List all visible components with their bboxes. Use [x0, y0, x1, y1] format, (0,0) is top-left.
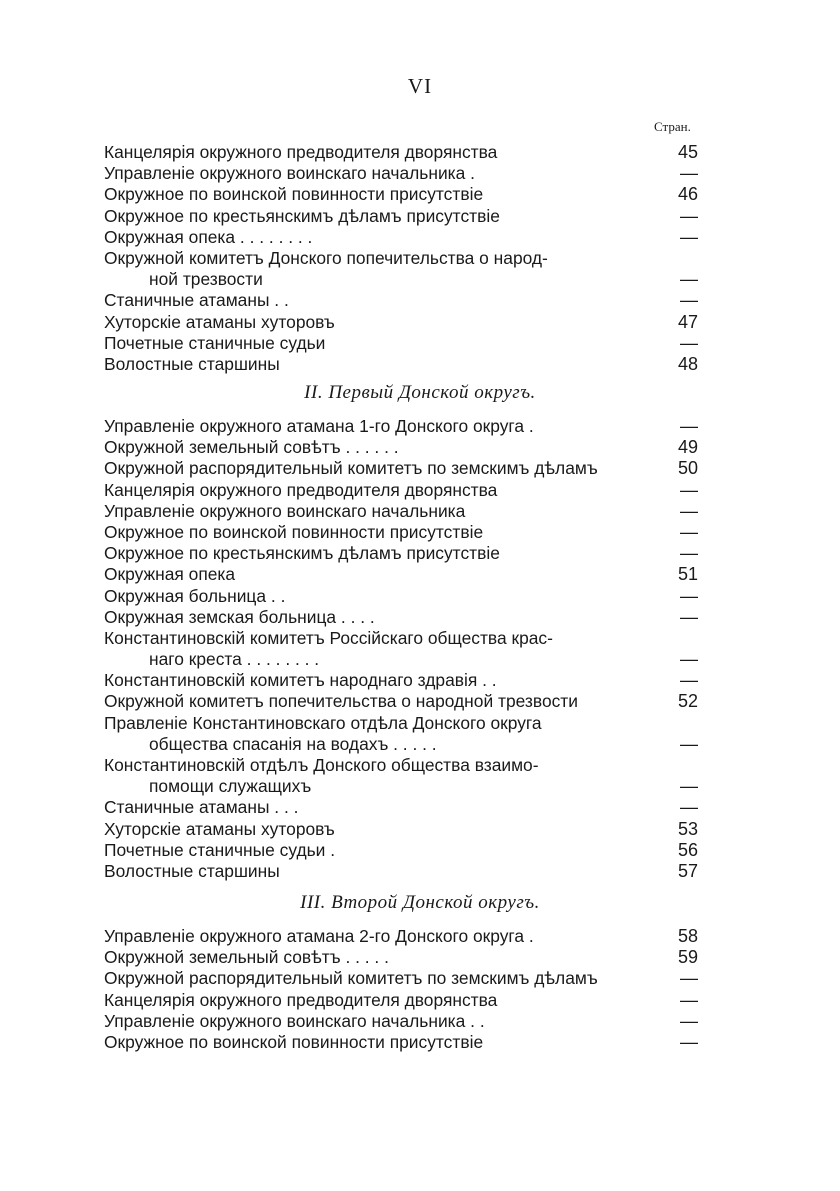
toc-entry-title: Хуторскіе атаманы хуторовъ	[104, 311, 335, 332]
toc-entry-title: Управленіе окружного воинскаго начальника .	[104, 163, 476, 184]
toc-entry	[104, 163, 698, 184]
toc-entry-title: Почетные станичные судьи	[104, 332, 326, 353]
toc-entry	[104, 564, 698, 585]
toc-entry-page: —	[680, 968, 698, 989]
toc-entry-title: Управленіе окружного воинскаго начальника	[104, 500, 466, 521]
toc-entry	[104, 840, 698, 861]
toc-entry-title: Канцелярія окружного предводителя дворянства	[104, 989, 498, 1010]
toc-entry-title: Окружное по воинской повинности присутствіе	[104, 184, 484, 205]
toc-entry-page: 48	[677, 353, 698, 374]
toc-entry-title: Управленіе окружного воинскаго начальника . .	[104, 1010, 485, 1031]
toc-entry-page: —	[680, 332, 698, 353]
page-number: VI	[407, 74, 433, 98]
toc-entry-title: помощи служащихъ	[149, 776, 312, 797]
toc-entry-title: Станичные атаманы . . .	[104, 797, 299, 818]
toc-entry	[104, 607, 698, 628]
toc-entry-page: 53	[677, 818, 698, 839]
toc-entry-title: Константиновскій отдѣлъ Донского общества взаимо-	[104, 755, 539, 775]
toc-entry	[104, 713, 698, 734]
toc-entry	[104, 184, 698, 205]
toc-entry-title: наго креста . . . . . . . .	[149, 649, 320, 670]
toc-entry-page: —	[680, 649, 698, 670]
toc-entry-title: Канцелярія окружного предводителя дворянства	[104, 479, 498, 500]
toc-entry-title: Окружное по воинской повинности присутствіе	[104, 1031, 484, 1052]
toc-entry	[104, 691, 698, 712]
toc-entry-page: —	[680, 776, 698, 797]
toc-entry	[104, 776, 698, 797]
toc-entry	[104, 797, 698, 818]
toc-entry	[104, 861, 698, 882]
toc-entry-page: —	[680, 585, 698, 606]
toc-entry	[104, 926, 698, 947]
toc-entry	[104, 269, 698, 290]
toc-entry	[104, 480, 698, 501]
toc-entry	[104, 437, 698, 458]
toc-section-2	[104, 416, 698, 882]
toc-entry-page: —	[680, 500, 698, 521]
toc-entry-page: —	[680, 479, 698, 500]
toc-entry-title: Константиновскій комитетъ Россійскаго общества крас-	[104, 627, 553, 648]
toc-entry-page: 52	[677, 691, 698, 712]
toc-entry-title: Правленіе Константиновскаго отдѣла Донского округа	[104, 712, 542, 733]
toc-entry-title: общества спасанія на водахъ . . . . .	[149, 733, 437, 754]
toc-entry-title: Хуторскіе атаманы хуторовъ	[104, 818, 335, 839]
toc-entry	[104, 649, 698, 670]
toc-entry-title: Окружной распорядительный комитетъ по земскимъ дѣламъ	[104, 968, 598, 989]
toc-entry	[104, 142, 698, 163]
toc-entry	[104, 501, 698, 522]
toc-entry-page: —	[680, 205, 698, 226]
toc-entry-page: —	[680, 1010, 698, 1031]
page-column-header: Стран.	[654, 119, 691, 134]
toc-entry	[104, 248, 698, 269]
toc-entry	[104, 968, 698, 989]
toc-entry-title: Волостные старшины	[104, 860, 280, 881]
toc-entry-title: Управленіе окружного атамана 1-го Донского округа .	[104, 416, 534, 436]
toc-entry-page: —	[680, 989, 698, 1010]
toc-entry-title: Окружной комитетъ попечительства о народной трезвости	[104, 691, 578, 712]
toc-entry-page: —	[680, 797, 698, 818]
toc-entry	[104, 990, 698, 1011]
toc-entry-page: 45	[677, 142, 698, 162]
toc-entry-title: Окружная больница . .	[104, 585, 286, 606]
toc-entry	[104, 543, 698, 564]
toc-entry-page: —	[680, 1031, 698, 1052]
toc-entry	[104, 354, 698, 375]
toc-entry-page: —	[680, 163, 698, 184]
toc-entry	[104, 628, 698, 649]
toc-entry	[104, 206, 698, 227]
toc-entry-title: Окружная опека . . . . . . . .	[104, 226, 313, 247]
section-heading-2: II. Первый Донской округъ.	[304, 382, 536, 403]
toc-entry-page: —	[680, 226, 698, 247]
toc-entry-title: Окружной комитетъ Донского попечительства о народ-	[104, 247, 548, 268]
toc-entry-page: —	[680, 543, 698, 564]
toc-entry-title: Окружное по воинской повинности присутствіе	[104, 521, 484, 542]
toc-entry-page: —	[680, 290, 698, 311]
toc-entry	[104, 734, 698, 755]
toc-entry	[104, 670, 698, 691]
toc-entry-page: 56	[677, 839, 698, 860]
toc-entry-title: Канцелярія окружного предводителя дворянства	[104, 142, 498, 162]
toc-entry-title: ной трезвости	[149, 269, 263, 290]
toc-entry	[104, 1011, 698, 1032]
toc-entry-title: Константиновскій комитетъ народнаго здравія . .	[104, 670, 497, 691]
toc-entry-page: 49	[677, 437, 698, 458]
toc-entry-page: 47	[677, 311, 698, 332]
toc-entry-title: Окружная земская больница . . . .	[104, 606, 375, 627]
toc-entry	[104, 586, 698, 607]
toc-entry	[104, 416, 698, 437]
toc-entry	[104, 290, 698, 311]
toc-entry	[104, 227, 698, 248]
toc-entry-page: 59	[677, 947, 698, 968]
toc-entry	[104, 522, 698, 543]
toc-entry-page: 58	[677, 926, 698, 946]
toc-entry	[104, 947, 698, 968]
toc-entry-page: 57	[677, 860, 698, 881]
toc-entry-title: Волостные старшины	[104, 353, 280, 374]
toc-entry-title: Станичные атаманы . .	[104, 290, 289, 311]
toc-entry-page: —	[680, 606, 698, 627]
toc-entry-page: —	[680, 670, 698, 691]
toc-entry-title: Окружной земельный совѣтъ . . . . . .	[104, 437, 399, 458]
toc-entry-title: Окружная опека	[104, 564, 236, 585]
toc-entry-page: 50	[677, 458, 698, 479]
toc-entry-page: —	[680, 416, 698, 436]
toc-entry	[104, 1032, 698, 1053]
toc-entry	[104, 312, 698, 333]
toc-entry	[104, 755, 698, 776]
section-heading-3: III. Второй Донской округъ.	[300, 892, 540, 913]
toc-entry-title: Окружное по крестьянскимъ дѣламъ присутствіе	[104, 543, 500, 564]
toc-entry	[104, 458, 698, 479]
toc-section-3	[104, 926, 698, 1053]
toc-entry-page: 51	[677, 564, 698, 585]
toc-entry	[104, 819, 698, 840]
toc-entry-title: Окружное по крестьянскимъ дѣламъ присутствіе	[104, 205, 500, 226]
toc-entry-page: —	[680, 733, 698, 754]
toc-entry	[104, 333, 698, 354]
toc-entry-title: Почетные станичные судьи .	[104, 839, 336, 860]
toc-entry-title: Окружной земельный совѣтъ . . . . .	[104, 947, 389, 968]
toc-entry-title: Управленіе окружного атамана 2-го Донского округа .	[104, 926, 534, 946]
toc-entry-page: 46	[677, 184, 698, 205]
toc-entry-page: —	[680, 521, 698, 542]
toc-section-1	[104, 142, 698, 375]
toc-entry-title: Окружной распорядительный комитетъ по земскимъ дѣламъ	[104, 458, 598, 479]
toc-entry-page: —	[680, 269, 698, 290]
